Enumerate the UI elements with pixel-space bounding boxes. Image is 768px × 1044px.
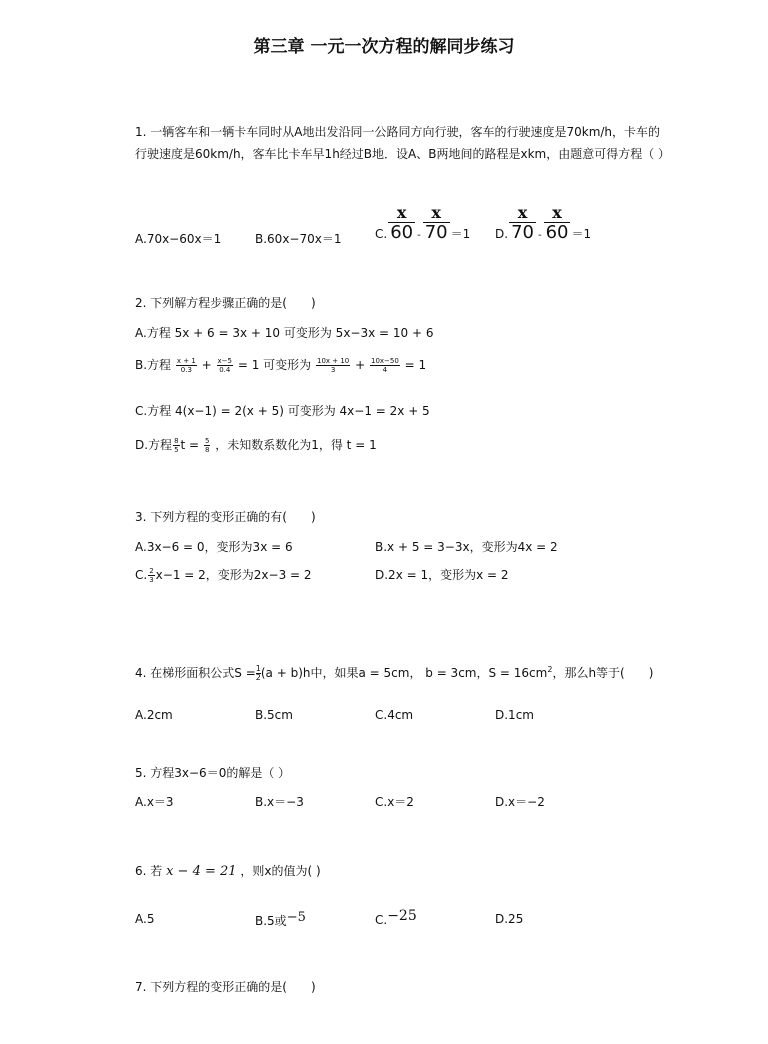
q6-expression: x − 4 = 21 xyxy=(166,864,237,879)
q6-b-prefix: B.5或 xyxy=(255,914,287,928)
q4-option-d[interactable]: D.1cm xyxy=(495,708,534,722)
numerator: 8 xyxy=(174,437,179,445)
q4-option-c[interactable]: C.4cm xyxy=(375,708,414,722)
denominator: 5 xyxy=(174,446,179,454)
q3-option-a[interactable]: A.3x−6 = 0，变形为3x = 6 xyxy=(135,540,293,554)
q6-option-d[interactable]: D.25 xyxy=(495,912,524,926)
question-4-stem xyxy=(135,664,653,682)
question-1-stem: 1. 一辆客车和一辆卡车同时从A地出发沿同一公路同方向行驶，客车的行驶速度是70km/h，卡车的行驶速度是60km/h，客车比卡车早1h经过B地．设A、B两地间的路程是xkm，由题意可得方程（ ） xyxy=(135,125,671,161)
numerator: 5 xyxy=(204,437,210,445)
q3-option-d[interactable]: D.2x = 1，变形为x = 2 xyxy=(375,568,509,582)
q6-b-value: −5 xyxy=(286,910,306,925)
q2-b-prefix: B.方程 xyxy=(135,358,172,372)
fraction xyxy=(173,437,179,454)
q1-c-label: C. xyxy=(375,227,388,241)
denominator: 0.3 xyxy=(180,366,192,374)
q4-option-b[interactable]: B.5cm xyxy=(255,708,293,722)
question-5-options xyxy=(135,793,675,813)
denominator: 0.4 xyxy=(219,366,231,374)
denominator: 70 xyxy=(511,222,534,243)
q4-stem-prefix: 4. 在梯形面积公式S = xyxy=(135,666,256,680)
question-4-options xyxy=(135,708,675,728)
q6-stem-prefix: 6. 若 xyxy=(135,864,163,878)
q4-option-a[interactable]: A.2cm xyxy=(135,708,173,722)
q2-b-middle: = 1 可变形为 xyxy=(237,358,312,372)
q1-c-fraction-2 xyxy=(423,204,450,243)
q3-option-b[interactable]: B.x + 5 = 3−3x，变形为4x = 2 xyxy=(375,540,558,554)
question-5-stem: 5. 方程3x−6＝0的解是（ ） xyxy=(135,766,291,780)
minus-sign: - xyxy=(417,230,421,241)
denominator: 4 xyxy=(382,366,388,374)
denominator: 60 xyxy=(545,222,569,243)
q2-option-a[interactable]: A.方程 5x + 6 = 3x + 10 可变形为 5x−3x = 10 + 6 xyxy=(135,326,434,340)
fraction xyxy=(148,567,154,584)
page-title: 第三章 一元一次方程的解同步练习 xyxy=(253,37,515,57)
numerator: x xyxy=(388,204,415,223)
question-7-stem: 7. 下列方程的变形正确的是( ) xyxy=(135,980,316,994)
question-2-stem: 2. 下列解方程步骤正确的是( ) xyxy=(135,296,316,310)
q6-option-c[interactable] xyxy=(375,908,417,928)
denominator: 3 xyxy=(149,576,154,584)
superscript: 2 xyxy=(547,665,553,674)
q1-d-fraction-2 xyxy=(544,204,571,243)
fraction xyxy=(370,357,400,374)
fraction xyxy=(176,357,197,374)
numerator: 2 xyxy=(149,567,154,575)
q6-option-b[interactable] xyxy=(255,912,306,929)
q1-option-d[interactable] xyxy=(495,204,591,243)
q6-c-value: −25 xyxy=(387,908,417,924)
question-6-options xyxy=(135,908,675,932)
q5-option-d[interactable]: D.x＝−2 xyxy=(495,795,545,809)
fraction xyxy=(316,357,350,374)
q5-option-a[interactable]: A.x＝3 xyxy=(135,795,174,809)
question-1-options xyxy=(135,203,675,246)
q2-option-d[interactable] xyxy=(135,436,377,454)
q2-d-middle: t = xyxy=(180,438,200,452)
q1-d-fraction-1 xyxy=(509,204,536,243)
q2-b-end: = 1 xyxy=(404,358,427,372)
q2-d-prefix: D.方程 xyxy=(135,438,173,452)
numerator: x xyxy=(423,204,450,223)
q1-option-b[interactable]: B.60x−70x＝1 xyxy=(255,232,342,246)
denominator: 70 xyxy=(424,222,448,243)
q1-option-a[interactable]: A.70x−60x＝1 xyxy=(135,232,222,246)
numerator: x + 1 xyxy=(176,357,196,365)
fraction xyxy=(204,437,210,454)
numerator: 10x−50 xyxy=(370,357,399,365)
denominator: 3 xyxy=(330,366,336,374)
q6-stem-end: ，则x的值为( ) xyxy=(240,864,321,878)
equals-one: ＝1 xyxy=(571,227,592,241)
equals-one: ＝1 xyxy=(450,227,471,241)
numerator: 1 xyxy=(255,664,261,673)
q2-option-b[interactable] xyxy=(135,356,426,374)
q3-c-end: x−1 = 2，变形为2x−3 = 2 xyxy=(155,568,312,582)
q3-option-c[interactable] xyxy=(135,566,312,584)
q6-c-prefix: C. xyxy=(375,913,388,927)
q2-option-c[interactable]: C.方程 4(x−1) = 2(x + 5) 可变形为 4x−1 = 2x + 5 xyxy=(135,404,430,418)
numerator: x xyxy=(509,204,536,223)
q5-option-b[interactable]: B.x＝−3 xyxy=(255,795,304,809)
q1-option-c[interactable] xyxy=(375,204,470,243)
denominator: 8 xyxy=(204,446,210,454)
plus-sign: + xyxy=(355,358,366,372)
q6-option-a[interactable]: A.5 xyxy=(135,912,155,926)
question-3-options-row-2 xyxy=(135,566,675,586)
question-3-options-row-1 xyxy=(135,538,675,558)
denominator: 60 xyxy=(390,222,414,243)
q4-stem-middle: (a + b)h中，如果a = 5cm， b = 3cm，S = 16cm xyxy=(260,666,548,680)
q2-d-end: ，未知数系数化为1，得 t = 1 xyxy=(215,438,377,452)
question-6-stem xyxy=(135,862,321,879)
numerator: x xyxy=(544,204,571,223)
q1-c-fraction-1 xyxy=(388,204,415,243)
minus-sign: - xyxy=(537,230,542,241)
numerator: x−5 xyxy=(217,357,232,365)
numerator: 10x + 10 xyxy=(316,357,350,365)
denominator: 2 xyxy=(255,673,261,682)
q4-stem-end: ，那么h等于( ) xyxy=(552,666,654,680)
q3-c-prefix: C. xyxy=(135,568,148,582)
question-3-stem: 3. 下列方程的变形正确的有( ) xyxy=(135,510,316,524)
fraction xyxy=(217,357,233,374)
q5-option-c[interactable]: C.x＝2 xyxy=(375,795,414,809)
plus-sign: + xyxy=(201,358,212,372)
q1-d-label: D. xyxy=(495,227,509,241)
